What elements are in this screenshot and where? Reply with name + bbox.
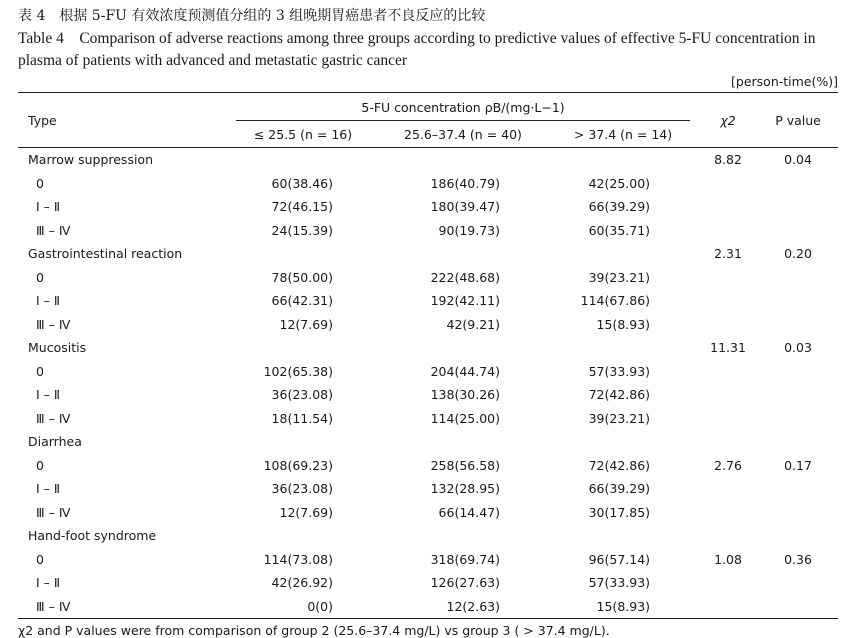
cell-p-value: [758, 595, 838, 619]
cell-group-2: [378, 242, 548, 266]
cell-group-1: 0(0): [307, 598, 333, 614]
grade-label: 0: [36, 175, 44, 191]
adverse-reactions-table: [18, 92, 838, 619]
cell-group-1: 12(7.69): [279, 316, 333, 332]
header-divider: [236, 120, 690, 121]
cell-group-3: [548, 336, 698, 360]
cell-group-3: 42(25.00): [588, 175, 651, 191]
grade-label: Ⅲ – Ⅳ: [36, 504, 71, 520]
cell-chi-square: [698, 313, 758, 337]
grade-label: Ⅰ – Ⅱ: [36, 387, 61, 403]
cell-group-2: 318(69.74): [430, 551, 500, 567]
grade-label: Ⅰ – Ⅱ: [36, 575, 61, 591]
cell-group-2: 222(48.68): [430, 269, 500, 285]
cell-group-3: 60(35.71): [588, 222, 651, 238]
cell-group-1: 18(11.54): [271, 410, 333, 426]
cell-p-value: [758, 360, 838, 384]
cell-chi-square: [698, 524, 758, 548]
cell-group-2: [378, 336, 548, 360]
cell-group-1: [228, 524, 378, 548]
table-row: [18, 595, 838, 619]
cell-p-value: [758, 571, 838, 595]
header-group-1: ≤ 25.5 (n = 16): [253, 126, 353, 142]
cell-group-2: 180(39.47): [430, 199, 500, 215]
table-row: [18, 266, 838, 290]
cell-chi-square: [698, 595, 758, 619]
cell-group-3: [548, 430, 698, 454]
cell-group-2: 258(56.58): [430, 457, 500, 473]
cell-group-1: 60(38.46): [271, 175, 333, 191]
cell-group-1: 24(15.39): [271, 222, 333, 238]
cell-p-value: [758, 289, 838, 313]
cell-chi-square: 1.08: [714, 551, 742, 567]
cell-chi-square: [698, 571, 758, 595]
cell-group-3: 39(23.21): [588, 269, 651, 285]
cell-p-value: [758, 266, 838, 290]
grade-label: Ⅲ – Ⅳ: [36, 410, 71, 426]
cell-chi-square: [698, 430, 758, 454]
cell-p-value: 0.17: [784, 457, 812, 473]
cell-group-1: 72(46.15): [271, 199, 333, 215]
cell-group-3: 15(8.93): [596, 316, 651, 332]
cell-group-2: 192(42.11): [430, 293, 500, 309]
table-row: [18, 313, 838, 337]
grade-label: 0: [36, 551, 44, 567]
cell-group-3: 39(23.21): [588, 410, 651, 426]
cell-group-3: 57(33.93): [588, 575, 651, 591]
cell-chi-square: 11.31: [710, 340, 746, 356]
cell-group-3: 66(39.29): [588, 481, 651, 497]
cell-group-1: [228, 148, 378, 172]
table-row: [18, 172, 838, 196]
table-row: [18, 548, 838, 572]
grade-label: Ⅲ – Ⅳ: [36, 598, 71, 614]
header-concentration-label: 5-FU concentration ρB/(mg·L−1): [361, 99, 565, 115]
table-row: [18, 454, 838, 478]
table-row: [18, 289, 838, 313]
cell-group-2: 66(14.47): [438, 504, 500, 520]
category-label: Mucositis: [28, 340, 87, 356]
table-row: [18, 383, 838, 407]
cell-chi-square: [698, 195, 758, 219]
cell-group-2: 126(27.63): [430, 575, 500, 591]
cell-p-value: [758, 195, 838, 219]
caption-english: Table 4 Comparison of adverse reactions among three groups according to predictive values of effective 5-FU concentration in plasma of patients with advanced and metastatic gastric cancer: [18, 30, 816, 69]
header-chi-square: χ2: [720, 112, 736, 128]
cell-group-2: 12(2.63): [446, 598, 500, 614]
cell-p-value: [758, 524, 838, 548]
cell-group-3: [548, 148, 698, 172]
cell-group-1: 12(7.69): [279, 504, 333, 520]
category-label: Diarrhea: [28, 434, 82, 450]
footnote: χ2 and P values were from comparison of group 2 (25.6–37.4 mg/L) vs group 3 ( > 37.4 mg/L).: [18, 623, 610, 638]
grade-label: Ⅰ – Ⅱ: [36, 199, 61, 215]
category-label: Hand-foot syndrome: [28, 528, 157, 544]
cell-group-2: 204(44.74): [430, 363, 500, 379]
category-label: Marrow suppression: [28, 152, 153, 168]
cell-group-3: 30(17.85): [588, 504, 651, 520]
unit-label: [person-time(%)]: [731, 74, 838, 89]
grade-label: Ⅰ – Ⅱ: [36, 293, 61, 309]
cell-group-2: 42(9.21): [446, 316, 500, 332]
table-row: [18, 477, 838, 501]
cell-p-value: [758, 430, 838, 454]
grade-label: Ⅲ – Ⅳ: [36, 316, 71, 332]
cell-group-3: [548, 242, 698, 266]
cell-group-1: 66(42.31): [271, 293, 333, 309]
table-row: [18, 195, 838, 219]
cell-group-1: [228, 242, 378, 266]
cell-p-value: [758, 407, 838, 431]
cell-group-1: 42(26.92): [271, 575, 333, 591]
cell-p-value: [758, 313, 838, 337]
table-row: [18, 501, 838, 525]
cell-group-1: 114(73.08): [263, 551, 333, 567]
grade-label: 0: [36, 457, 44, 473]
category-label: Gastrointestinal reaction: [28, 246, 183, 262]
header-p-value: P value: [775, 112, 821, 128]
cell-group-3: 72(42.86): [588, 387, 651, 403]
cell-chi-square: 2.76: [714, 457, 742, 473]
table-row: [18, 407, 838, 431]
cell-chi-square: [698, 289, 758, 313]
category-row: [18, 148, 838, 172]
table-body: [18, 148, 838, 619]
cell-group-3: 15(8.93): [596, 598, 651, 614]
cell-group-3: 72(42.86): [588, 457, 651, 473]
cell-group-1: [228, 430, 378, 454]
cell-group-1: [228, 336, 378, 360]
category-row: [18, 524, 838, 548]
cell-group-2: 114(25.00): [430, 410, 500, 426]
cell-p-value: [758, 383, 838, 407]
header-group-2: 25.6–37.4 (n = 40): [404, 126, 522, 142]
cell-p-value: 0.36: [784, 551, 812, 567]
cell-group-2: 132(28.95): [430, 481, 500, 497]
cell-chi-square: [698, 477, 758, 501]
caption-chinese: 表 4 根据 5-FU 有效浓度预测值分组的 3 组晚期胃癌患者不良反应的比较: [18, 8, 486, 24]
cell-group-3: 114(67.86): [580, 293, 651, 309]
header-type: Type: [28, 112, 57, 128]
header-concentration: [228, 93, 698, 122]
cell-chi-square: 8.82: [714, 152, 742, 168]
cell-group-3: 57(33.93): [588, 363, 651, 379]
grade-label: 0: [36, 269, 44, 285]
cell-p-value: 0.03: [784, 340, 812, 356]
cell-chi-square: 2.31: [714, 246, 742, 262]
cell-group-1: 78(50.00): [271, 269, 333, 285]
table-row: [18, 219, 838, 243]
cell-p-value: [758, 501, 838, 525]
cell-group-2: [378, 524, 548, 548]
cell-group-2: [378, 430, 548, 454]
cell-group-2: 138(30.26): [430, 387, 500, 403]
table-document: [18, 6, 838, 638]
category-row: [18, 430, 838, 454]
cell-group-1: 36(23.08): [271, 481, 333, 497]
cell-p-value: 0.20: [784, 246, 812, 262]
cell-chi-square: [698, 383, 758, 407]
table-row: [18, 571, 838, 595]
header-group-3: > 37.4 (n = 14): [573, 126, 673, 142]
cell-group-3: 96(57.14): [588, 551, 651, 567]
cell-p-value: [758, 219, 838, 243]
category-row: [18, 336, 838, 360]
cell-chi-square: [698, 172, 758, 196]
cell-group-1: 36(23.08): [271, 387, 333, 403]
cell-chi-square: [698, 360, 758, 384]
cell-chi-square: [698, 501, 758, 525]
cell-group-1: 102(65.38): [263, 363, 333, 379]
cell-group-2: 90(19.73): [438, 222, 500, 238]
cell-group-2: 186(40.79): [430, 175, 500, 191]
cell-p-value: [758, 477, 838, 501]
grade-label: 0: [36, 363, 44, 379]
cell-chi-square: [698, 407, 758, 431]
cell-chi-square: [698, 219, 758, 243]
category-row: [18, 242, 838, 266]
cell-group-1: 108(69.23): [263, 457, 333, 473]
grade-label: Ⅲ – Ⅳ: [36, 222, 71, 238]
cell-p-value: 0.04: [784, 152, 812, 168]
cell-group-3: [548, 524, 698, 548]
cell-chi-square: [698, 266, 758, 290]
cell-group-3: 66(39.29): [588, 199, 651, 215]
table-row: [18, 360, 838, 384]
cell-p-value: [758, 172, 838, 196]
grade-label: Ⅰ – Ⅱ: [36, 481, 61, 497]
cell-group-2: [378, 148, 548, 172]
